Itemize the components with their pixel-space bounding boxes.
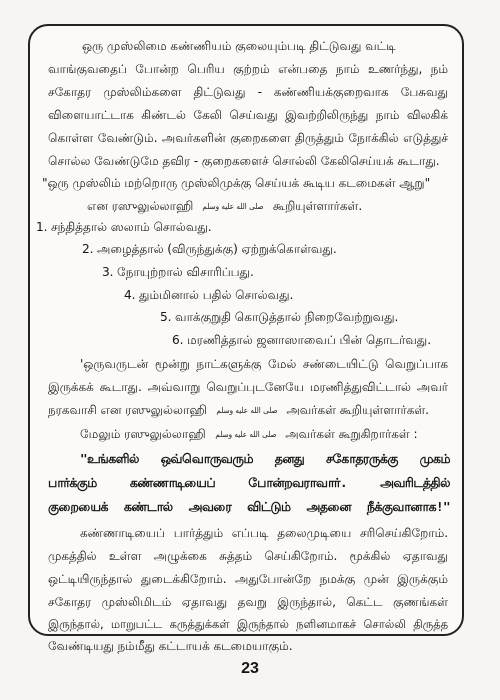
list-item: 5. வாக்குறுதி கொடுத்தால் நிறைவேற்றுவது. — [160, 310, 399, 324]
page-frame — [28, 24, 464, 653]
list-item: 1. சந்தித்தால் ஸலாம் சொல்வது. — [36, 220, 212, 234]
salawat-calligraphy: صلى الله عليه وسلم — [216, 405, 278, 415]
salawat-calligraphy: صلى الله عليه وسلم — [214, 429, 277, 439]
text-line: "ஒரு முஸ்லிம் மற்றொரு முஸ்லிமுக்கு செய்யக் கூடிய கடமைகள் ஆறு" — [42, 176, 431, 190]
text-line: விளையாட்டாக கிண்டல் கேலி செய்வது இவற்றிலிருந்து நாம் விலகிக் — [48, 108, 448, 122]
text-line-with-salawat — [87, 198, 362, 214]
list-item: 6. மரணித்தால் ஜனாஸாவைப் பின் தொடர்வது. — [172, 333, 431, 347]
text-line-with-salawat — [80, 426, 417, 442]
text-line: ஒட்டியிருந்தால் துடைக்கிறோம். அதுபோன்றே நமக்கு முன் இருக்கும் — [48, 572, 448, 586]
text-span: கூறியுள்ளார்கள். — [272, 199, 363, 213]
text-line: முகத்தில் உள்ள அழுக்கை சுத்தம் செய்கிறோம். மூக்கில் ஏதாவது — [48, 549, 448, 563]
text-line: இருக்கக் கூடாது. அவ்வாறு வெறுப்புடனேயே மரணித்துவிட்டால் அவர் — [48, 380, 448, 394]
quote-line: "உங்களில் ஒவ்வொருவரும் தனது சகோதரருக்கு முகம் — [80, 451, 450, 466]
text-line: ஒரு முஸ்லிமை கண்ணியம் குலையும்படி திட்டுவது வட்டி — [82, 39, 396, 53]
text-line: 'ஒருவருடன் மூன்று நாட்களுக்கு மேல் சண்டையிட்டு வெறுப்பாக — [80, 357, 448, 371]
list-item: 4. தும்மினால் பதில் சொல்வது. — [124, 288, 294, 302]
page-number: 23 — [241, 660, 259, 677]
text-line: சொல்ல வேண்டுமே தவிர - குறைகளைச் சொல்லி கேலிசெய்யக் கூடாது. — [48, 154, 440, 168]
text-line: இருந்தால், மாறுபட்ட கருத்துக்கள் இருந்தால் நளினமாகச் சொல்லி திருத்த — [48, 617, 448, 631]
text-span: அவர்கள் கூறியுள்ளார்கள். — [286, 403, 429, 417]
text-span: என ரஸுலுல்லாஹி — [87, 199, 194, 213]
text-line-with-salawat — [48, 402, 429, 418]
text-line: கண்ணாடியைப் பார்த்தும் எப்படி தலைமுடியை சரிசெய்கிறோம். — [80, 526, 448, 540]
text-span: அவர்கள் கூறுகிறார்கள் : — [285, 427, 418, 441]
list-item: 3. நோயுற்றால் விசாரிப்பது. — [102, 265, 254, 279]
quote-line: குறையைக் கண்டால் அவரை விட்டும் அதனை நீக்குவானாக!" — [48, 499, 450, 514]
text-line: சகோதர முஸ்லிம்களை திட்டுவது - கண்ணியக்குறைவாக பேசுவது — [48, 85, 448, 99]
text-line: வேண்டியது நம்மீது கட்டாயக் கடமையாகும். — [48, 639, 293, 653]
text-line: வாங்குவதைப் போன்ற பெரிய குற்றம் என்பதை நாம் உணர்ந்து, நம் — [48, 62, 448, 76]
text-line: கொள்ள வேண்டும். அவர்களின் குறைகளை திருத்தும் நோக்கில் எடுத்துச் — [48, 131, 448, 145]
text-line: சகோதர முஸ்லிமிடம் ஏதாவது தவறு இருந்தால், கெட்ட குணங்கள் — [48, 595, 448, 609]
text-span: நரகவாசி என ரஸுலுல்லாஹி — [48, 403, 207, 417]
list-item: 2. அழைத்தால் (விருந்துக்கு) ஏற்றுக்கொள்வது. — [82, 242, 337, 256]
salawat-calligraphy: صلى الله عليه وسلم — [202, 201, 264, 211]
text-span: மேலும் ரஸுலுல்லாஹி — [80, 427, 206, 441]
quote-line: பார்க்கும் கண்ணாடியைப் போன்றவராவார். அவரிடத்தில் — [48, 475, 450, 490]
